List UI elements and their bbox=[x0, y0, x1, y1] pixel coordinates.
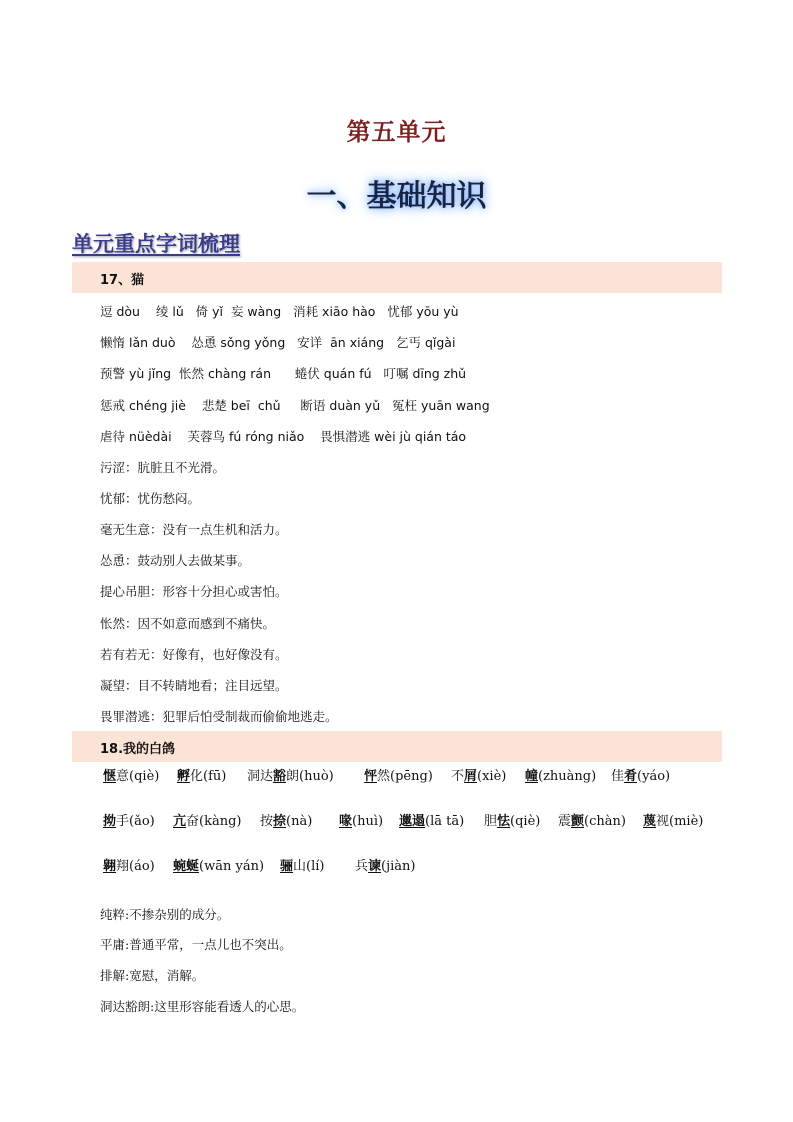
word-item: 震颤(chàn) bbox=[558, 814, 626, 829]
lesson17-heading-band bbox=[72, 262, 722, 293]
vocab-line: 预警 yù jǐng 怅然 chàng rán 蜷伏 quán fú 叮嘱 dīng zhǔ bbox=[100, 366, 467, 381]
word-item: 按捺(nà) bbox=[260, 814, 313, 829]
definition: 洞达豁朗:这里形容能看透人的心思。 bbox=[100, 999, 305, 1014]
word-item: 不屑(xiè) bbox=[451, 769, 507, 784]
word-item: 喙(huì) bbox=[339, 814, 384, 829]
definition: 若有若无：好像有，也好像没有。 bbox=[100, 647, 288, 662]
word-item: 蜿蜒(wān yán) bbox=[173, 859, 265, 874]
definition: 毫无生意：没有一点生机和活力。 bbox=[100, 522, 288, 537]
definition: 怂恿：鼓动别人去做某事。 bbox=[100, 553, 251, 568]
definition: 怅然：因不如意而感到不痛快。 bbox=[100, 616, 276, 631]
word-item: 佳肴(yáo) bbox=[611, 769, 671, 784]
lesson18-heading-band bbox=[72, 731, 722, 762]
definition: 污涩：肮脏且不光滑。 bbox=[100, 460, 226, 475]
vocab-line: 惩戒 chéng jiè 悲楚 beī chǔ 断语 duàn yǔ 冤枉 yuān wang bbox=[100, 398, 490, 413]
vocab-line: 逗 dòu 绫 lǔ 倚 yǐ 妄 wàng 消耗 xiāo hào 忧郁 yōu yù bbox=[100, 304, 459, 319]
lesson17-heading: 17、猫 bbox=[100, 273, 145, 288]
word-item: 孵化(fū) bbox=[177, 769, 227, 784]
word-item: 邋遢(lā tā) bbox=[399, 814, 465, 829]
lesson18-heading: 18.我的白鸽 bbox=[100, 742, 176, 757]
word-item: 骊山(lí) bbox=[280, 859, 325, 874]
word-item: 翱翔(áo) bbox=[103, 859, 155, 874]
word-item: 蔑视(miè) bbox=[643, 814, 704, 829]
subheading: 单元重点字词梳理 bbox=[72, 231, 240, 256]
vocab-line: 虐待 nüèdài 芙蓉鸟 fú róng niǎo 畏惧潜逃 wèi jù qián táo bbox=[100, 429, 467, 444]
definition: 忧郁：忧伤愁闷。 bbox=[100, 491, 201, 506]
word-item: 幢(zhuàng) bbox=[525, 769, 597, 784]
word-item: 洞达豁朗(huò) bbox=[247, 769, 334, 784]
definition: 凝望：目不转睛地看；注目远望。 bbox=[100, 678, 288, 693]
definition: 纯粹:不掺杂别的成分。 bbox=[100, 907, 230, 922]
word-item: 兵谏(jiàn) bbox=[355, 859, 416, 874]
word-item: 惬意(qiè) bbox=[103, 769, 160, 784]
definition: 畏罪潜逃：犯罪后怕受制裁而偷偷地逃走。 bbox=[100, 709, 338, 724]
page-title: 第五单元 bbox=[346, 117, 447, 146]
section-title: 一、基础知识 bbox=[306, 179, 487, 214]
word-item: 亢奋(kàng) bbox=[173, 814, 242, 829]
word-item: 拗手(ǎo) bbox=[103, 814, 155, 829]
definition: 排解:宽慰，消解。 bbox=[100, 968, 205, 983]
vocab-line: 懒惰 lǎn duò 怂恿 sǒng yǒng 安详 ān xiáng 乞丐 qǐgài bbox=[100, 335, 456, 350]
word-item: 怦然(pēng) bbox=[364, 769, 433, 784]
word-item: 胆怯(qiè) bbox=[484, 814, 541, 829]
definition: 平庸:普通平常，一点儿也不突出。 bbox=[100, 937, 292, 952]
definition: 提心吊胆：形容十分担心或害怕。 bbox=[100, 584, 288, 599]
